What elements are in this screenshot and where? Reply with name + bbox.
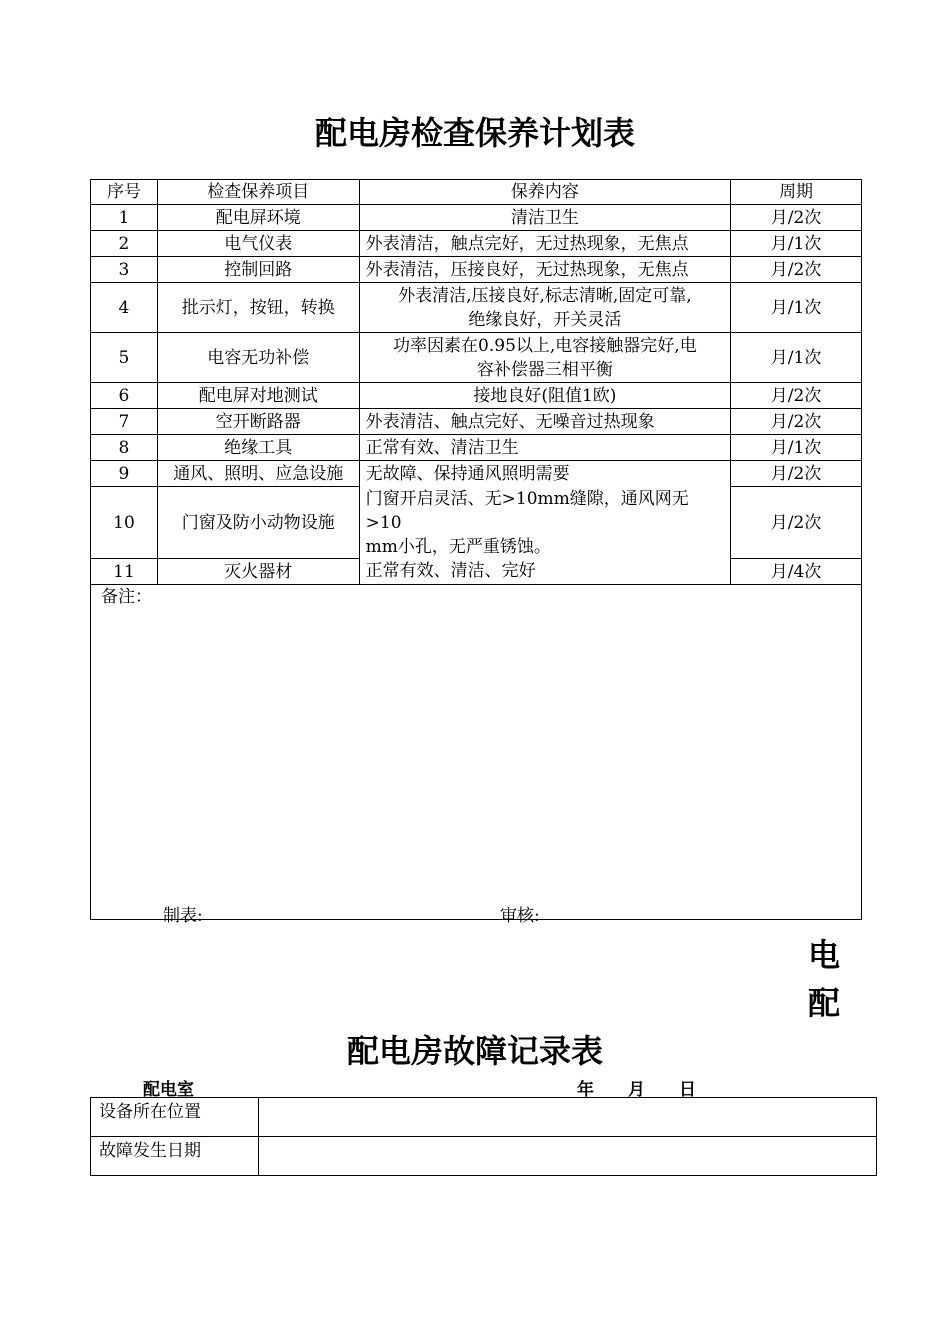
row-content — [359, 283, 730, 333]
row-content: 接地良好(阻值1欧) — [359, 383, 730, 409]
content-line: 外表清洁,压接良好,标志清晰,固定可靠, — [398, 285, 692, 306]
table-row — [91, 231, 862, 257]
content-line: 门窗开启灵活、无>10mm缝隙，通风网无>10 — [365, 488, 689, 533]
maintenance-plan-table — [90, 179, 862, 920]
row-content: 正常有效、清洁、完好 — [359, 559, 730, 585]
row-cycle: 月/1次 — [731, 333, 862, 383]
table-row — [91, 333, 862, 383]
row-no: 6 — [91, 383, 158, 409]
side-char: 电 — [808, 936, 841, 974]
table-row — [91, 1098, 877, 1137]
room-label: 配电室 — [143, 1080, 194, 1100]
row-no: 11 — [91, 559, 158, 585]
row-no: 5 — [91, 333, 158, 383]
table-row — [91, 461, 862, 487]
row-no: 1 — [91, 205, 158, 231]
row-cycle: 月/1次 — [731, 231, 862, 257]
row-no: 9 — [91, 461, 158, 487]
content-line: 容补偿器三相平衡 — [476, 359, 613, 380]
row-content: 外表清洁、触点完好、无噪音过热现象 — [359, 409, 730, 435]
row-item: 配电屏环境 — [157, 205, 359, 231]
row-no: 2 — [91, 231, 158, 257]
table-row — [91, 283, 862, 333]
fault-row-label: 设备所在位置 — [91, 1098, 259, 1137]
row-content: 无故障、保持通风照明需要 — [359, 461, 730, 487]
row-no: 8 — [91, 435, 158, 461]
table-row — [91, 487, 862, 559]
made-by-label: 制表: — [163, 906, 203, 926]
row-no: 4 — [91, 283, 158, 333]
row-cycle: 月/2次 — [731, 409, 862, 435]
row-item: 电气仪表 — [157, 231, 359, 257]
fault-row-value[interactable] — [258, 1137, 876, 1176]
table-row — [91, 559, 862, 585]
row-item: 批示灯，按钮，转换 — [157, 283, 359, 333]
reviewed-by-label: 审核: — [500, 906, 540, 926]
row-content: 清洁卫生 — [359, 205, 730, 231]
row-item: 绝缘工具 — [157, 435, 359, 461]
row-item: 通风、照明、应急设施 — [157, 461, 359, 487]
row-no: 3 — [91, 257, 158, 283]
table-row — [91, 257, 862, 283]
row-cycle: 月/1次 — [731, 283, 862, 333]
row-content — [359, 487, 730, 559]
row-item: 电容无功补偿 — [157, 333, 359, 383]
remarks-label: 备注： — [101, 587, 152, 607]
row-cycle: 月/2次 — [731, 205, 862, 231]
table-row — [91, 409, 862, 435]
row-cycle: 月/2次 — [731, 487, 862, 559]
fault-row-label: 故障发生日期 — [91, 1137, 259, 1176]
content-line: mm小孔，无严重锈蚀。 — [365, 536, 551, 557]
row-content: 外表清洁，压接良好，无过热现象，无焦点 — [359, 257, 730, 283]
row-cycle: 月/2次 — [731, 461, 862, 487]
content-line: 绝缘良好，开关灵活 — [468, 309, 622, 330]
row-item: 配电屏对地测试 — [157, 383, 359, 409]
fault-record-table — [90, 1097, 877, 1176]
header-content: 保养内容 — [359, 180, 730, 205]
remarks-cell — [91, 585, 862, 920]
row-item: 控制回路 — [157, 257, 359, 283]
row-content: 外表清洁，触点完好，无过热现象，无焦点 — [359, 231, 730, 257]
row-content — [359, 333, 730, 383]
fault-row-value[interactable] — [258, 1098, 876, 1137]
date-label: 年 月 日 — [577, 1080, 696, 1100]
header-no: 序号 — [91, 180, 158, 205]
side-char: 配 — [808, 984, 841, 1022]
row-content: 正常有效、清洁卫生 — [359, 435, 730, 461]
row-item: 门窗及防小动物设施 — [157, 487, 359, 559]
plan-title: 配电房检查保养计划表 — [314, 114, 635, 152]
header-item: 检查保养项目 — [157, 180, 359, 205]
row-item: 空开断路器 — [157, 409, 359, 435]
row-no: 7 — [91, 409, 158, 435]
row-no: 10 — [91, 487, 158, 559]
row-cycle: 月/1次 — [731, 435, 862, 461]
row-cycle: 月/2次 — [731, 257, 862, 283]
header-cycle: 周期 — [731, 180, 862, 205]
fault-title: 配电房故障记录表 — [346, 1032, 603, 1070]
row-cycle: 月/4次 — [731, 559, 862, 585]
content-line: 功率因素在0.95以上,电容接触器完好,电 — [393, 335, 697, 356]
table-row — [91, 383, 862, 409]
row-cycle: 月/2次 — [731, 383, 862, 409]
table-row — [91, 435, 862, 461]
table-row — [91, 205, 862, 231]
table-row — [91, 1137, 877, 1176]
row-item: 灭火器材 — [157, 559, 359, 585]
